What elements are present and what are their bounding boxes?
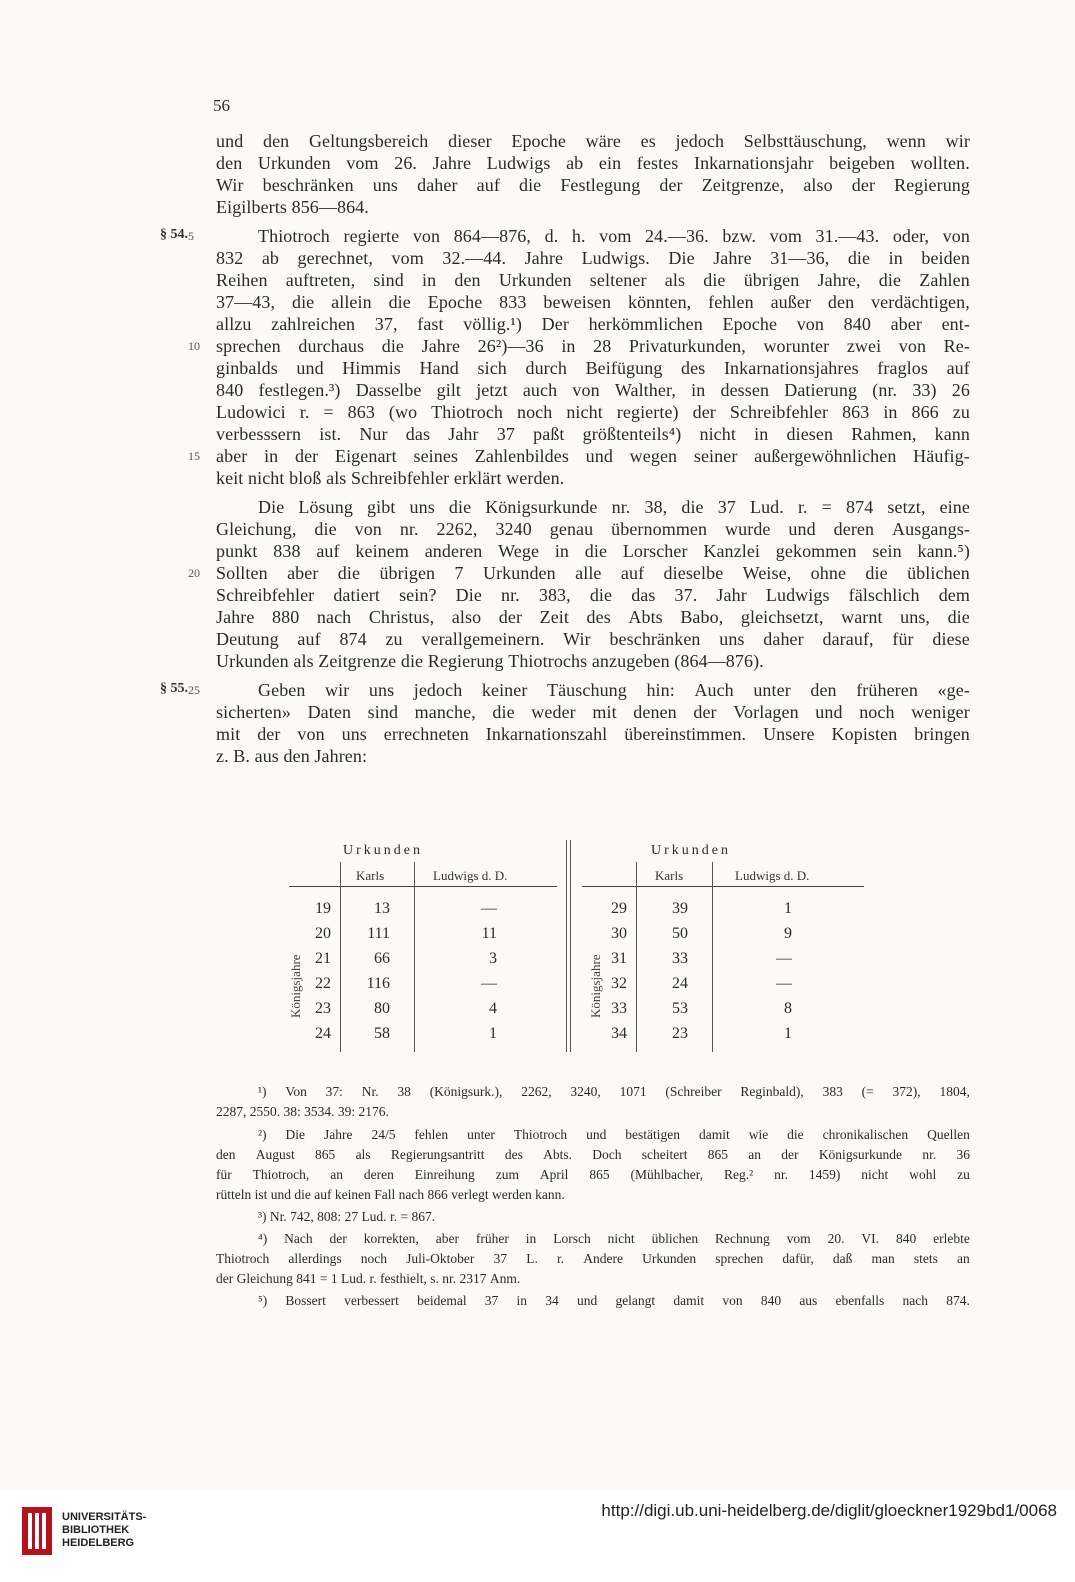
section-mark: § 55. [160,681,188,696]
text-line: sicherten» Daten sind manche, die weder mit denen der Vorlagen und noch weniger [216,702,970,722]
table-cell-karls: 39 [672,900,688,917]
text-line: 832 ab gerechnet, vom 32.—44. Jahre Ludwigs. Die Jahre 31—36, die in beiden [216,248,970,268]
table-cell-karls: 50 [672,925,688,942]
text-line: und den Geltungsbereich dieser Epoche wäre es jedoch Selbsttäuschung, wenn wir [216,131,970,151]
table-cell-year: 29 [611,900,627,917]
table-cell-ludwigs: — [481,975,497,992]
table-cell-year: 33 [611,1000,627,1017]
table-col-ludwigs-right: Ludwigs d. D. [735,868,810,883]
text-line: Deutung auf 874 zu verallgemeinern. Wir beschränken uns daher darauf, für diese [216,629,970,649]
footnote-line: ⁵) Bossert verbessert beidemal 37 in 34 und gelangt damit von 840 aus ebenfalls nach 874. [258,1293,970,1308]
table-cell-year: 22 [315,975,331,992]
text-line: ginbalds und Himmis Hand sich durch Beifügung des Inkarnationsjahres fraglos auf [216,358,970,378]
table-cell-year: 31 [611,950,627,967]
text-line: Die Lösung gibt uns die Königsurkunde nr. 38, die 37 Lud. r. = 874 setzt, eine [258,497,970,517]
table-cell-ludwigs: 9 [784,925,792,942]
table-cell-year: 24 [315,1025,331,1042]
footnote-line: rütteln ist und die auf keinen Fall nach 866 verlegt werden kann. [216,1187,565,1202]
text-line: Sollten aber die übrigen 7 Urkunden alle auf dieselbe Weise, ohne die üblichen [216,563,970,583]
text-line: Gleichung, die von nr. 2262, 3240 genau übernommen wurde und deren Ausgangs- [216,519,970,539]
text-line: den Urkunden vom 26. Jahre Ludwigs ab ein festes Inkarnationsjahr beigeben wollten. [216,153,970,173]
table-cell-ludwigs: — [481,900,497,917]
table-rule-left [289,886,557,887]
table-cell-ludwigs: 1 [489,1025,497,1042]
footnote-line: den August 865 als Regierungsantritt des Abts. Doch scheitert 865 an der Königsurkunde nr. 36 [216,1147,970,1162]
text-line: Eigilberts 856—864. [216,197,369,217]
table-cell-ludwigs: 4 [489,1000,497,1017]
table-cell-karls: 111 [367,925,390,942]
table-cell-karls: 33 [672,950,688,967]
text-line: z. B. aus den Jahren: [216,746,368,766]
table-divider [340,862,341,1052]
table-rule-right [582,886,864,887]
table-cell-ludwigs: — [776,975,792,992]
text-line: Reihen auftreten, sind in den Urkunden seltener als die übrigen Jahre, die Zahlen [216,270,970,290]
text-line: punkt 838 auf keinem anderen Wege in die Lorscher Kanzlei gekommen sein kann.⁵) [216,541,970,561]
footnote-line: für Thiotroch, an deren Einreihung zum April 865 (Mühlbacher, Reg.² nr. 1459) nicht wohl zu [216,1167,970,1182]
table-cell-ludwigs: 1 [784,900,792,917]
table-cell-karls: 13 [374,900,390,917]
university-library-logo-icon [20,1505,58,1559]
footnote-line: ²) Die Jahre 24/5 fehlen unter Thiotroch und bestätigen damit wie die chronikalischen Quellen [258,1127,970,1142]
table-group-header-right: Urkunden [651,843,731,858]
text-line: sprechen durchaus die Jahre 26²)—36 in 28 Privaturkunden, worunter zwei von Re- [216,336,970,356]
table-cell-year: 21 [315,950,331,967]
footnote-line: ⁴) Nach der korrekten, aber früher in Lorsch nicht üblichen Rechnung vom 20. VI. 840 erlebte [258,1231,970,1246]
footnote-line: ³) Nr. 742, 808: 27 Lud. r. = 867. [258,1209,436,1224]
table-divider [636,862,637,1052]
footnote-line: ¹) Von 37: Nr. 38 (Königsurk.), 2262, 3240, 1071 (Schreiber Reginbald), 383 (= 372), 1804, [258,1084,970,1099]
table-col-karls-left: Karls [356,868,385,883]
line-number: 10 [188,339,200,353]
line-number: 15 [188,449,200,463]
table-cell-karls: 58 [374,1025,390,1042]
text-line: allzu zahlreichen 37, fast völlig.¹) Der herkömmlichen Epoche von 840 aber ent- [216,314,970,334]
text-line: mit der von uns errechneten Inkarnationszahl übereinstimmen. Unsere Kopisten bringen [216,724,970,744]
text-line: Geben wir uns jedoch keiner Täuschung hin: Auch unter den früheren «ge- [258,680,970,700]
text-line: keit nicht bloß als Schreibfehler erklärt werden. [216,468,565,488]
source-url-link[interactable]: http://digi.ub.uni-heidelberg.de/diglit/gloeckner1929bd1/0068 [601,1501,1057,1520]
table-cell-ludwigs: 8 [784,1000,792,1017]
table-center-divider [570,840,571,1052]
text-line: 37—43, die allein die Epoche 833 beweisen könnten, fehlen außer den verdächtigen, [216,292,970,312]
table-divider [712,862,713,1052]
table-cell-year: 34 [611,1025,627,1042]
table-cell-year: 19 [315,900,331,917]
page-number: 56 [213,96,230,115]
row-label-left: Königsjahre [288,954,303,1018]
text-line: Ludowici r. = 863 (wo Thiotroch noch nicht regierte) der Schreibfehler 863 in 866 zu [216,402,970,422]
table-cell-ludwigs: 11 [481,925,497,942]
line-number: 5 [188,229,194,243]
table-col-ludwigs-left: Ludwigs d. D. [433,868,508,883]
table-cell-year: 32 [611,975,627,992]
table-cell-karls: 24 [672,975,688,992]
line-number: 20 [188,566,200,580]
table-cell-karls: 53 [672,1000,688,1017]
section-mark: § 54. [160,227,188,242]
text-line: 840 festlegen.³) Dasselbe gilt jetzt auch von Walther, in dessen Datierung (nr. 33) 26 [216,380,970,400]
table-cell-karls: 23 [672,1025,688,1042]
table-cell-karls: 80 [374,1000,390,1017]
text-line: Thiotroch regierte von 864—876, d. h. vom 24.—36. bzw. vom 31.—43. oder, von [258,226,970,246]
table-cell-ludwigs: 1 [784,1025,792,1042]
table-cell-karls: 66 [374,950,390,967]
table-col-karls-right: Karls [655,868,684,883]
text-line: Urkunden als Zeitgrenze die Regierung Thiotrochs anzugeben (864—876). [216,651,764,671]
row-label-right: Königsjahre [588,954,603,1018]
text-line: verbesssern ist. Nur das Jahr 37 paßt größtenteils⁴) nicht in diesen Rahmen, kann [216,424,970,444]
table-cell-year: 30 [611,925,627,942]
table-cell-year: 20 [315,925,331,942]
text-line: Schreibfehler datiert sein? Die nr. 383, die das 37. Jahr Ludwigs fälschlich dem [216,585,970,605]
footnote-line: der Gleichung 841 = 1 Lud. r. festhielt, s. nr. 2317 Anm. [216,1271,521,1286]
table-cell-karls: 116 [366,975,390,992]
footnote-line: Thiotroch allerdings noch Juli-Oktober 37 L. r. Andere Urkunden sprechen dafür, daß man stets an [216,1251,970,1266]
text-line: Wir beschränken uns daher auf die Festlegung der Zeitgrenze, also der Regierung [216,175,970,195]
library-name: UNIVERSITÄTS- BIBLIOTHEK HEIDELBERG [62,1511,147,1549]
table-cell-year: 23 [315,1000,331,1017]
table-group-header-left: Urkunden [343,843,423,858]
table-cell-ludwigs: 3 [489,950,497,967]
line-number: 25 [188,683,200,697]
table-cell-ludwigs: — [776,950,792,967]
text-line: aber in der Eigenart seines Zahlenbildes und wegen seiner außergewöhnlichen Häufig- [216,446,970,466]
table-center-divider [566,840,567,1052]
table-divider [414,862,415,1052]
footnote-line: 2287, 2550. 38: 3534. 39: 2176. [216,1104,389,1119]
text-line: Jahre 880 nach Christus, also der Zeit des Abts Babo, gleichsetzt, warnt uns, die [216,607,970,627]
